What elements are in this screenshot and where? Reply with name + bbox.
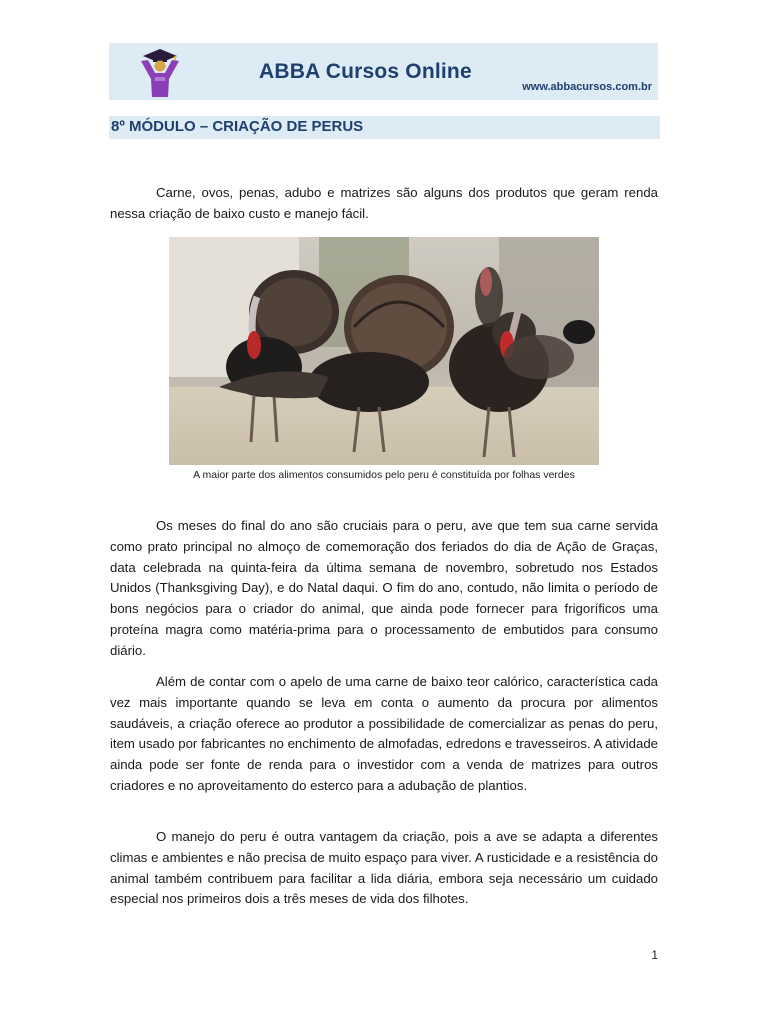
- figure-caption: A maior parte dos alimentos consumidos pelo peru é constituída por folhas verdes: [193, 469, 575, 481]
- turkeys-photo: [169, 237, 599, 465]
- header-banner: [109, 43, 658, 100]
- brand-title: ABBA Cursos Online: [259, 60, 472, 83]
- paragraph-4: O manejo do peru é outra vantagem da criação, pois a ave se adapta a diferentes climas e ambientes e não precisa de muito espaço para viver. A rusticidade e a resistência do animal também contribuem para facilitar a lida diária, embora seja necessário um cuidado especial nos primeiros dois a três meses de vida dos filhotes.: [110, 829, 658, 907]
- turkeys-image: [169, 237, 599, 465]
- brand-url[interactable]: www.abbacursos.com.br: [522, 81, 652, 93]
- paragraph-3: Além de contar com o apelo de uma carne de baixo teor calórico, característica cada vez mais importante quando se leva em conta o aumento da procura por alimentos saudáveis, a criação oferece ao produtor a possibilidade de comercializar as penas do peru, item usado por fabricantes no enchimento de almofadas, edredons e travesseiros. A atividade ainda pode ser fonte de renda para o investidor com a venda de matrizes para outros criadores e no aproveitamento do esterco para a adubação de plantios.: [110, 674, 658, 793]
- module-bar: [109, 116, 660, 139]
- page-number: 1: [651, 948, 658, 962]
- paragraph-2: Os meses do final do ano são cruciais para o peru, ave que tem sua carne servida como prato principal no almoço de comemoração dos feriados do dia de Ação de Graças, data celebrada na quinta-feira da última semana de novembro, sobretudo nos Estados Unidos (Thanksgiving Day), e do Natal daqui. O fim do ano, contudo, não limita o período de bons negócios para o criador do animal, que ainda pode fornecer para frigoríficos uma proteína magra como matéria-prima para o processamento de embutidos para consumo diário.: [110, 518, 658, 658]
- module-title: 8º MÓDULO – CRIAÇÃO DE PERUS: [111, 118, 364, 135]
- paragraph-1: Carne, ovos, penas, adubo e matrizes são alguns dos produtos que geram renda nessa criação de baixo custo e manejo fácil.: [110, 185, 658, 221]
- graduate-person-icon: [135, 47, 185, 97]
